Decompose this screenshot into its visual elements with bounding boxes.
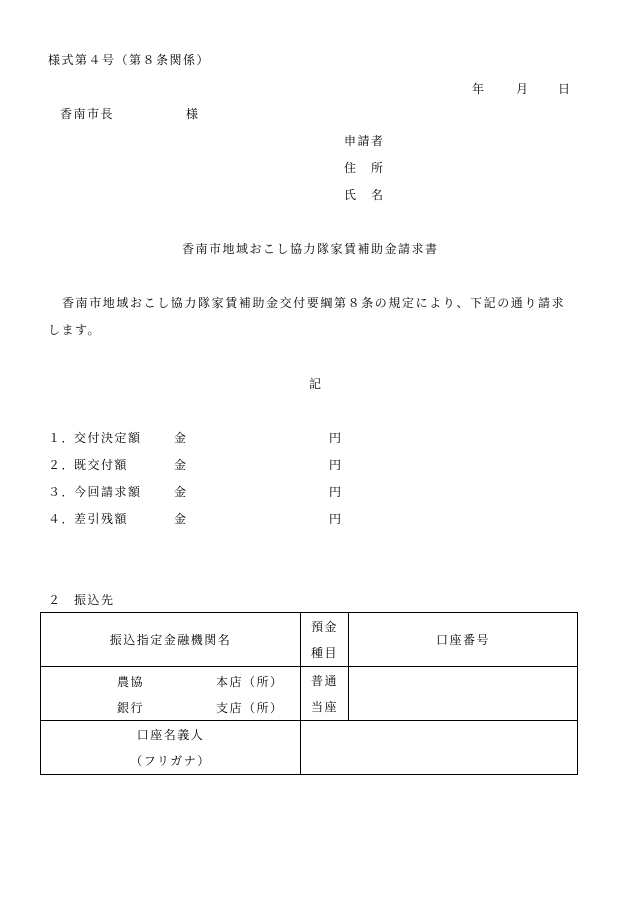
deposit-type-header-line2: 種目	[310, 645, 338, 660]
account-holder-cell[interactable]	[301, 721, 578, 775]
branch-kind-shiten: 支店（所）	[216, 700, 284, 715]
date-month: 月	[516, 82, 529, 96]
deposit-type-futsu: 普通	[310, 673, 338, 688]
amount-label: 今回請求額	[74, 485, 142, 499]
addressee-name: 香南市長	[60, 107, 115, 121]
amount-kin: 金	[174, 458, 188, 472]
table-row	[41, 613, 578, 667]
deposit-type-cell[interactable]	[301, 667, 349, 721]
bank-row-ginko	[41, 694, 300, 720]
account-number-cell[interactable]	[349, 667, 578, 721]
account-number-header: 口座番号	[349, 613, 578, 667]
amount-number: ４．	[48, 512, 76, 526]
date-year: 年	[472, 82, 485, 96]
amount-row-this-claim	[48, 484, 348, 500]
account-holder-label-cell	[41, 721, 301, 775]
table-row	[41, 667, 578, 721]
bank-transfer-table	[40, 612, 578, 775]
deposit-type-header	[301, 613, 349, 667]
amount-yen: 円	[329, 431, 343, 445]
amount-number: ３．	[48, 485, 76, 499]
bank-name-header: 振込指定金融機関名	[41, 613, 301, 667]
ki-heading: 記	[309, 377, 323, 391]
body-text-line1: 香南市地域おこし協力隊家賃補助金交付要綱第８条の規定により、下記の通り請求	[62, 296, 566, 310]
account-holder-kana-label: （フリガナ）	[130, 753, 211, 768]
deposit-type-header-line1: 預金	[310, 619, 338, 634]
amount-yen: 円	[329, 485, 343, 499]
table-row	[41, 721, 578, 775]
amount-row-already-paid	[48, 457, 348, 473]
applicant-name-label: 氏 名	[344, 188, 385, 202]
amount-yen: 円	[329, 458, 343, 472]
addressee-honorific: 様	[186, 107, 200, 121]
branch-kind-honten: 本店（所）	[216, 674, 284, 689]
amount-kin: 金	[174, 512, 188, 526]
date-day: 日	[558, 82, 571, 96]
transfer-heading-label: 振込先	[74, 593, 115, 607]
amount-kin: 金	[174, 431, 188, 445]
amount-label: 交付決定額	[74, 431, 142, 445]
bank-name-cell[interactable]	[41, 667, 301, 721]
amount-number: １．	[48, 431, 76, 445]
applicant-label: 申請者	[344, 134, 385, 148]
amount-row-decided	[48, 430, 348, 446]
account-holder-label: 口座名義人	[136, 727, 205, 742]
form-number: 様式第４号（第８条関係）	[48, 53, 211, 67]
bank-row-nokyo	[41, 668, 300, 694]
bank-kind-ginko: 銀行	[117, 700, 145, 715]
applicant-address-label: 住 所	[344, 161, 385, 175]
amount-row-balance	[48, 511, 348, 527]
amount-label: 既交付額	[74, 458, 129, 472]
amount-label: 差引残額	[74, 512, 129, 526]
bank-kind-nokyo: 農協	[117, 674, 145, 689]
body-text-line2: します。	[48, 323, 102, 337]
amount-yen: 円	[329, 512, 343, 526]
amount-number: ２．	[48, 458, 76, 472]
transfer-heading-number: ２	[48, 593, 62, 607]
amount-kin: 金	[174, 485, 188, 499]
deposit-type-toza: 当座	[310, 699, 338, 714]
document-title: 香南市地域おこし協力隊家賃補助金請求書	[182, 242, 439, 256]
